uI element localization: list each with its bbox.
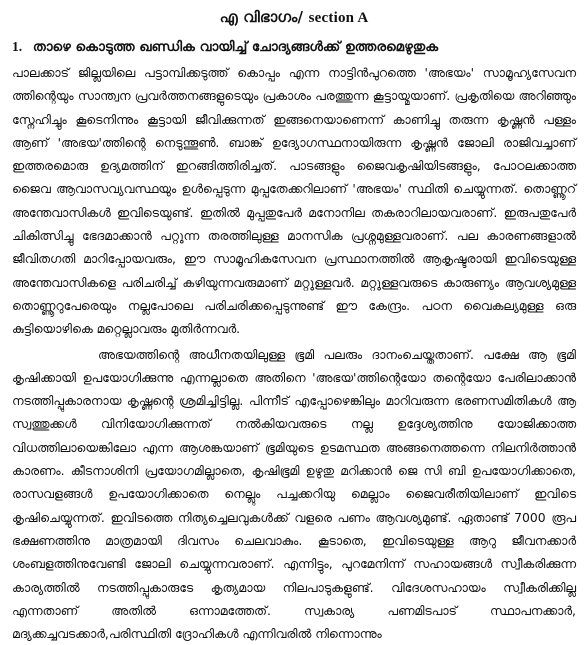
question-number: 1. (12, 39, 23, 54)
section-heading-ml: എ വിഭാഗം/ (219, 8, 304, 26)
section-heading (12, 0, 576, 27)
question-heading (12, 39, 576, 55)
passage-paragraph-2: അഭയത്തിന്റെ അധീനതയിലുള്ള ഭൂമി പലരും ദാനംചെയ്തതാണ്. പക്ഷേ ആ ഭൂമി കൃഷിക്കായി ഉപയോഗിക്കുന്നു എന്നല്ലാതെ അതിനെ 'അഭയ'ത്തിന്റെയോ തന്റെയോ പേരിലാക്കാൻ നടത്തിപ്പുകാരനായ കൃഷ്ണന്റെ ശ്രമിച്ചിട്ടില്ല. പിന്നീട് എപ്പോഴെങ്കിലും മാറിവരുന്ന ഭരണസമിതികൾ ആ സ്വത്തുക്കൾ വിനിയോഗിക്കുന്നത് നൽകിയവരുടെ നല്ല ഉദ്ദേശ്യത്തിനു യോജിക്കാത്ത വിധത്തിലായെങ്കിലോ എന്ന ആശങ്കയാണ് ഭൂമിയുടെ ഉടമസ്ഥത അങ്ങനെത്തന്നെ നിലനിർത്താൻ കാരണം. കീടനാശിനി പ്രയോഗമില്ലാതെ, കൃഷിഭൂമി ഉഴുതു മറിക്കാൻ ജെ സി ബി ഉപയോഗിക്കാതെ, രാസവളങ്ങൾ ഉപയോഗിക്കാതെ നെല്ലും പച്ചക്കറിയു മെല്ലാം ജൈവരീതിയിലാണ് ഇവിടെ കൃഷിചെയ്യുന്നത്. ഇവിടത്തെ നിത്യച്ചെലവുകൾക്ക് വളരെ പണം ആവശ്യമുണ്ട്. ഏതാണ്ട് 7000 രൂപ ഭക്ഷണത്തിനു മാത്രമായി ദിവസം ചെലവാകും. കൂടാതെ, ഇവിടെയുള്ള ആറു ജീവനക്കാർ ശംബളത്തിനുവേണ്ടി ജോലി ചെയ്യുന്നവരാണ്. എന്നിട്ടും, പുറമേനിന്ന് സഹായങ്ങൾ സ്വീകരിക്കുന്ന കാര്യത്തിൽ നടത്തിപ്പുകാരുടേ കൃത്യമായ നിലപാടുകളുണ്ട്. വിദേശസഹായം സ്വീകരിക്കില്ല എന്നതാണ് അതിൽ ഒന്നാമത്തേത്. സ്വകാര്യ പണമിടപാട് സ്ഥാപനക്കാർ, മദ്യക്കച്ചവടക്കാർ,പരിസ്ഥിതി ദ്രോഹികൾ എന്നിവരിൽ നിന്നൊന്നും (12, 346, 576, 642)
question-instruction: താഴെ കൊടുത്ത ഖണ്ഡിക വായിച്ച് ചോദ്യങ്ങൾക്ക് ഉത്തരമെഴുതുക (32, 39, 439, 55)
passage-paragraph-1: പാലക്കാട് ജില്ലയിലെ പട്ടാമ്പിക്കടുത്ത് കൊപ്പം എന്ന നാട്ടിൻപുറത്തെ 'അഭയം' സാമൂഹ്യസേവന ത്തിന്റെയും സാന്ത്വന പ്രവർത്തനങ്ങളുടെയും പ്രകാശം പരത്തുന്ന കൂട്ടായ്മയാണ്. പ്രകൃതിയെ അറിഞ്ഞും സ്നേഹിച്ചും കൂടെനിന്നും കൂട്ടായി ജീവിക്കുന്നത് ഇങ്ങനെയാണെന്ന് കാണിച്ചു തരുന്ന കൃഷ്ണൻ പള്ളം ആണ് 'അഭയ'ത്തിന്റെ നെടുന്തൂൺ. ബാങ്ക് ഉദ്യോഗസ്ഥനായിരുന്ന കൃഷ്ണൻ ജോലി രാജിവച്ചാണ് ഇത്തരമൊരു ഉദ്യമത്തിന് ഇറങ്ങിത്തിരിച്ചത്. പാടങ്ങളും ജൈവകൃഷിയിടങ്ങളും, പോഠലക്കാത്ത ജൈവ ആവാസവ്യവസ്ഥയും ഉൾപ്പെടുന്ന മുപ്പതേക്കറിലാണ് 'അഭയം' സ്ഥിതി ചെയ്യുന്നത്. തൊണ്ണൂറ് അന്തേവാസികൾ ഇവിടെയുണ്ട്. ഇതിൽ മുപ്പതുപേർ മനോനില തകരാറിലായവരാണ്. ഇരുപതുപേർ ചികിത്സിച്ചു ഭേദമാക്കാൻ പറ്റുന്ന തരത്തിലുള്ള മാനസിക പ്രശ്നമുള്ളവരാണ്. പല കാരണങ്ങളാൽ ജീവിതഗതി മാറിപ്പോയവരും, ഈ സാമൂഹികസേവന പ്രസ്ഥാനത്തിൽ ആകൃഷ്ടരായി ഇവിടെയുള്ള അന്തേവാസികളെ പരിചരിച്ച് കഴിയുന്നവരുമാണ് മറ്റുള്ളവർ. മറ്റുള്ളവരുടെ കാരുണ്യം ആവശ്യമുള്ള തൊണ്ണൂറുപേരെയും നല്ലപോലെ പരിചരിക്കപ്പെടുന്നുണ്ട് ഈ കേന്ദ്രം. പഠന വൈകല്യമുള്ള ഒരു കുട്ടിയൊഴികെ മറ്റെല്ലാവരും മുതിർന്നവർ. (12, 65, 576, 337)
section-heading-en: section A (308, 10, 369, 26)
